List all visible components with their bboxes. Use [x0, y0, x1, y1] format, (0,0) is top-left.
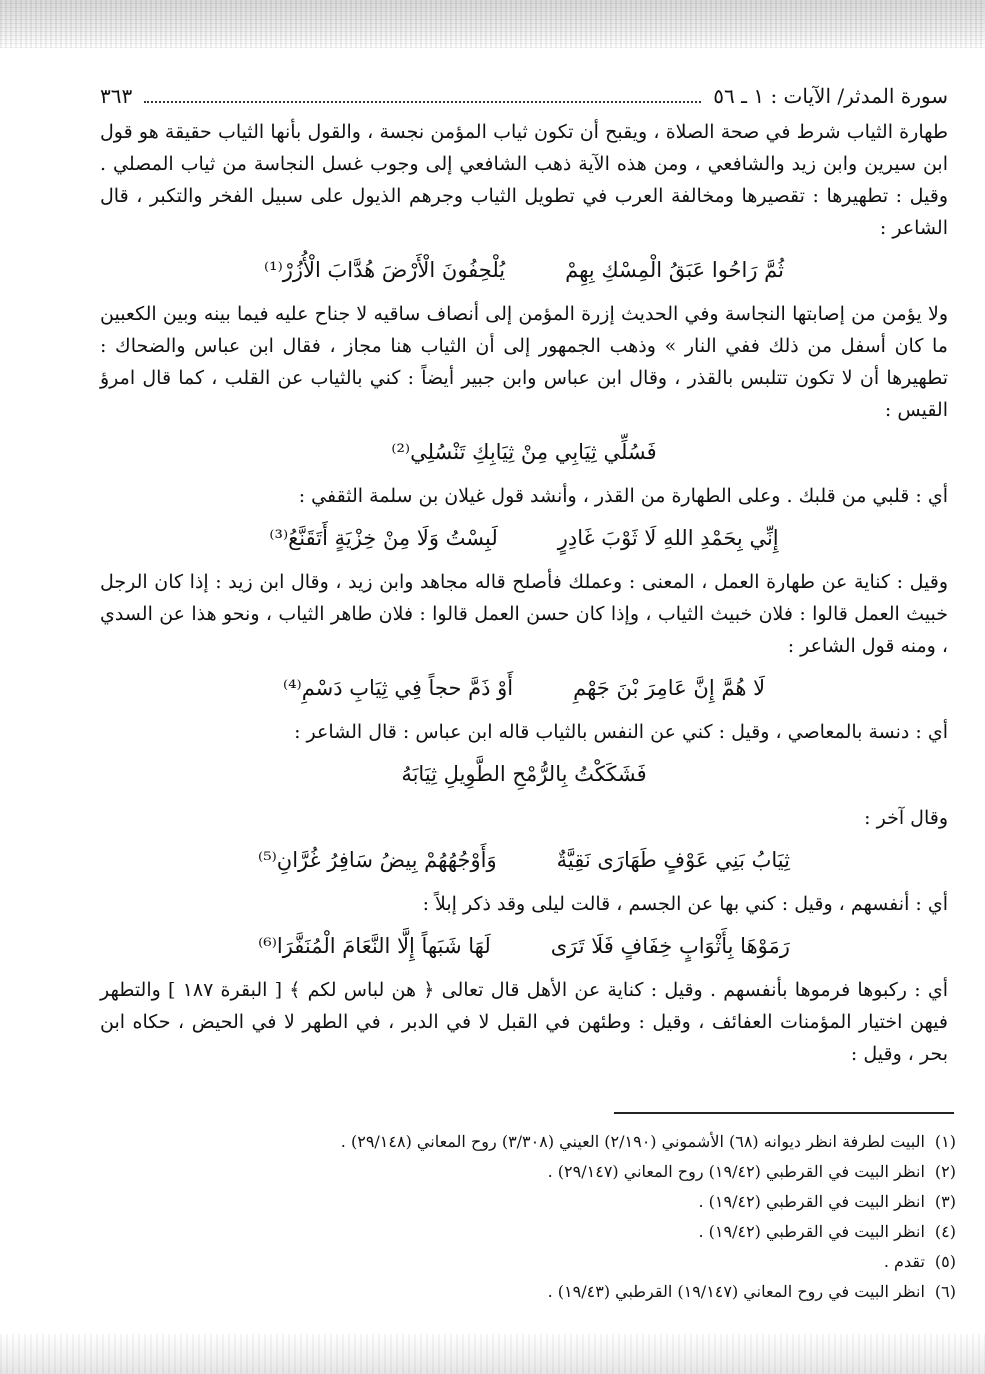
verse-6-hemistich-a: ثِيَابُ بَنِي عَوْفٍ طَهَارَى نَقِيَّةٌ — [556, 848, 790, 872]
page-body — [100, 82, 948, 1070]
verse-1-hemistich-b: يُلْحِفُونَ الْأَرْضَ هُدَّابَ الْأُزُرْ⁽¹⁾ — [263, 258, 506, 282]
verse-7-hemistich-b: لَهَا شَبَهاً إِلَّا النَّعَامَ الْمُنَفَّرَا⁽⁶⁾ — [258, 934, 491, 958]
footnote-number: (١) — [934, 1132, 956, 1151]
footnote-5 — [300, 1248, 956, 1275]
verse-3-hemistich-a: إِنِّي بِحَمْدِ اللهِ لَا ثَوْبَ غَادِرٍ — [557, 526, 779, 550]
verse-3 — [100, 518, 948, 558]
footnote-text: تقدم . — [883, 1252, 925, 1271]
footnote-6 — [300, 1278, 956, 1305]
verse-7 — [100, 926, 948, 966]
verse-4-hemistich-b: أَوْ ذَمَّ حجاً فِي ثِيَابِ دَسْمِ⁽⁴⁾ — [282, 676, 514, 700]
footnote-3 — [300, 1188, 956, 1215]
paragraph-2: ولا يؤمن من إصابتها النجاسة وفي الحديث إزرة المؤمن إلى أنصاف ساقيه لا جناح عليه فيما بينه وبين الكعبين ما كان أسفل من ذلك ففي النار » وذهب الجمهور إلى أن الثياب هنا مجاز ، فقال ابن عباس والضحاك : تطهيرها أن لا تكون تتلبس بالقذر ، وقال ابن عباس وابن جبير أيضاً : كني بالثياب عن القلب ، كما قال امرؤ القيس : — [100, 303, 948, 421]
verse-4 — [100, 668, 948, 708]
verse-3-hemistich-b: لَبِسْتُ وَلَا مِنْ خِزْيَةٍ أَتَقَنَّعُ⁽³⁾ — [269, 526, 498, 550]
footnote-text: انظر البيت في القرطبي (١٩/٤٢) روح المعاني (٢٩/١٤٧) . — [547, 1162, 925, 1181]
paragraph-7: أي : أنفسهم ، وقيل : كني بها عن الجسم ، قالت ليلى وقد ذكر إبلاً : — [422, 893, 948, 915]
verse-5-line: فَشَكَكْتُ بِالرُّمْحِ الطَّوِيلِ ثِيَابَهُ — [401, 762, 647, 786]
verse-4-hemistich-a: لَا هُمَّ إِنَّ عَامِرَ بْنَ جَهْمِ — [573, 676, 766, 700]
paragraph-8: أي : ركبوها فرموها بأنفسهم . وقيل : كناية عن الأهل قال تعالى ﴿ هن لباس لكم ﴾ [ البقرة ١٨٧ ] والتطهر فيهن اختيار المؤمنات العفائف ، وقيل : وطئهن في القبل لا في الدبر ، في الطهر لا في الحيض ، حكاه ابن بحر ، وقيل : — [100, 979, 948, 1065]
footnote-number: (٤) — [934, 1222, 956, 1241]
footnote-text: انظر البيت في روح المعاني (١٩/١٤٧) القرطبي (١٩/٤٣) . — [547, 1282, 925, 1301]
verse-7-hemistich-a: رَمَوْهَا بِأَثْوَابٍ خِفَافٍ فَلَا تَرَى — [550, 934, 790, 958]
scan-edge-top — [0, 0, 985, 48]
paragraph-1: طهارة الثياب شرط في صحة الصلاة ، ويقبح أن تكون ثياب المؤمن نجسة ، والقول بأنها الثياب حقيقة هو قول ابن سيرين وابن زيد والشافعي ، ومن هذه الآية ذهب الشافعي إلى وجوب غسل النجاسة من ثياب المصلي . وقيل : تطهيرها : تقصيرها ومخالفة العرب في تطويل الثياب وجرهم الذيول على سبيل الفخر والتكبر ، قال الشاعر : — [100, 121, 948, 239]
dotted-leader — [144, 87, 701, 103]
footnote-number: (٦) — [934, 1282, 956, 1301]
paragraph-3: أي : قلبي من قلبك . وعلى الطهارة من القذر ، وأنشد قول غيلان بن سلمة الثقفي : — [298, 485, 948, 507]
verse-2-line: فَسُلِّي ثِيَابِي مِنْ ثِيَابِكِ تَنْسُلِي⁽²⁾ — [391, 440, 657, 464]
footnote-text: انظر البيت في القرطبي (١٩/٤٢) . — [698, 1192, 925, 1211]
verse-5 — [100, 754, 948, 794]
footnote-2 — [300, 1158, 956, 1185]
footnote-4 — [300, 1218, 956, 1245]
footnote-number: (٥) — [934, 1252, 956, 1271]
footnote-1 — [300, 1128, 956, 1155]
running-title: سورة المدثر/ الآيات : ١ ـ ٥٦ — [713, 84, 948, 108]
paragraph-5: أي : دنسة بالمعاصي ، وقيل : كني عن النفس بالثياب قاله ابن عباس : قال الشاعر : — [294, 721, 948, 743]
verse-6 — [100, 840, 948, 880]
paragraph-4: وقيل : كناية عن طهارة العمل ، المعنى : وعملك فأصلح قاله مجاهد وابن زيد ، وقال ابن زيد : إذا كان الرجل خبيث العمل قالوا : فلان خبيث الثياب ، وإذا كان حسن العمل قالوا : فلان طاهر الثياب ، ونحو هذا عن السدي ، ومنه قول الشاعر : — [100, 571, 948, 657]
verse-1 — [100, 250, 948, 290]
footnote-text: انظر البيت في القرطبي (١٩/٤٢) . — [698, 1222, 925, 1241]
footnote-number: (٢) — [934, 1162, 956, 1181]
page-number: ٣٦٣ — [100, 84, 133, 108]
scan-edge-bottom — [0, 1334, 985, 1374]
verse-1-hemistich-a: ثُمَّ رَاحُوا عَبَقُ الْمِسْكِ بِهِمْ — [565, 258, 785, 282]
paragraph-6: وقال آخر : — [864, 807, 948, 829]
footnote-text: البيت لطرفة انظر ديوانه (٦٨) الأشموني (٢/١٩٠) العيني (٣/٣٠٨) روح المعاني (٢٩/١٤٨) . — [340, 1132, 925, 1151]
running-header — [100, 82, 948, 110]
verse-2 — [100, 432, 948, 472]
footnote-number: (٣) — [934, 1192, 956, 1211]
verse-6-hemistich-b: وَأَوْجُهُهُمْ بِيضُ سَافِرُ غُرَّانِ⁽⁵⁾ — [258, 848, 497, 872]
footnote-separator — [614, 1112, 954, 1114]
footnotes — [300, 1128, 956, 1308]
